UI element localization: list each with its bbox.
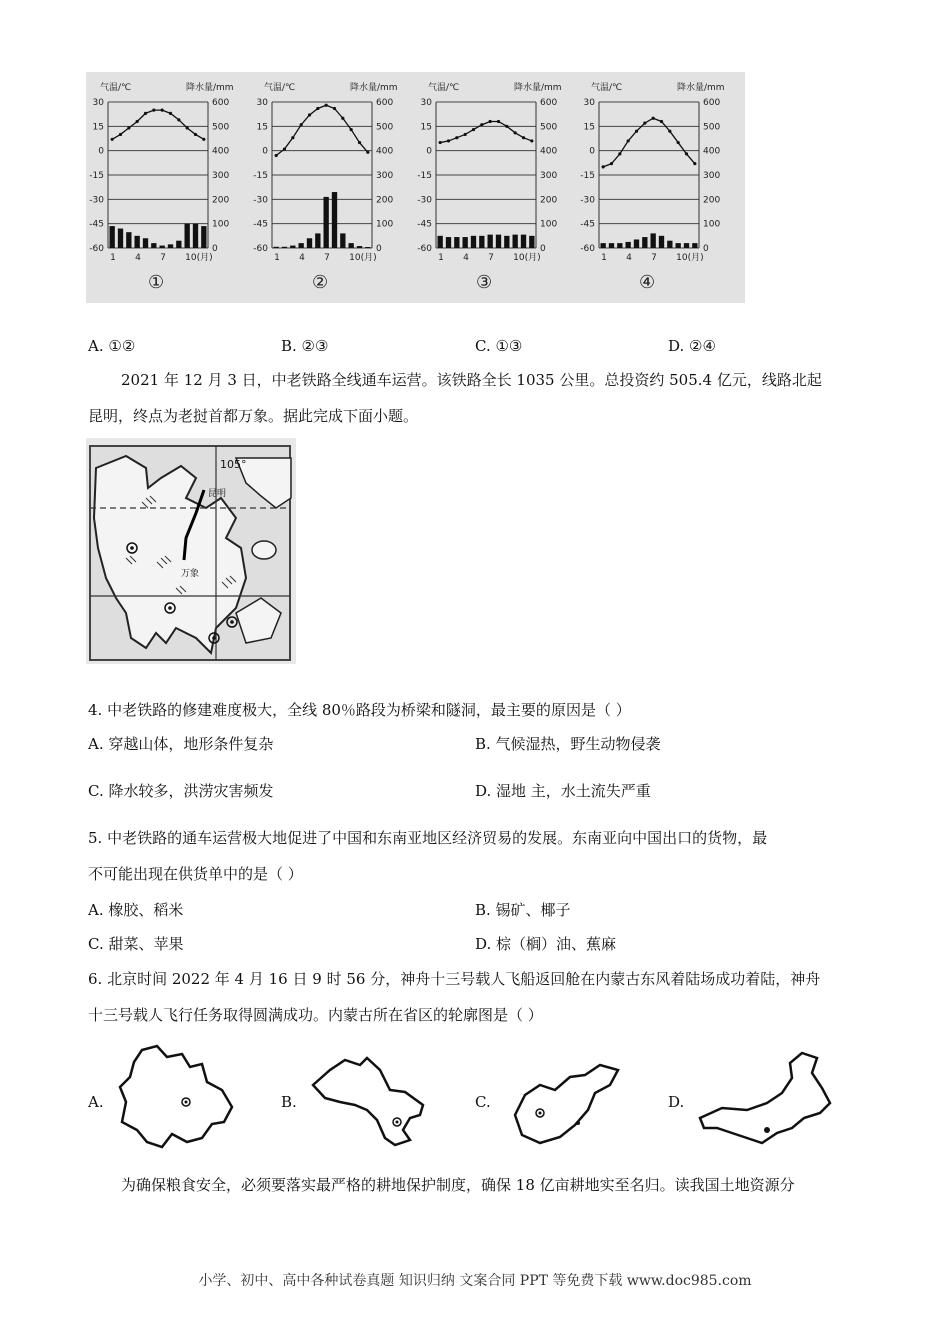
meridian-label: 105° [220,458,247,471]
precip-bar [340,233,345,248]
chart-number-label: ① [148,272,165,293]
precip-axis-title: 降水量/mm [514,83,562,93]
temp-point [447,139,450,142]
precip-bar [463,237,468,248]
temp-tick-label: -60 [580,244,595,254]
temp-point [202,138,205,141]
temp-tick-label: -15 [253,171,268,181]
temp-point [439,141,442,144]
month-tick-label: 10(月) [185,253,213,263]
temp-tick-label: -15 [417,171,432,181]
temp-point [275,154,278,157]
precip-bar [176,241,181,248]
precip-bar [454,237,459,248]
precip-bar [513,235,518,248]
precip-bar [692,243,697,248]
precip-bar [118,229,123,248]
temp-point [610,162,613,165]
temp-point [316,107,319,110]
precip-bar [193,224,198,248]
precip-tick-label: 200 [212,195,230,206]
month-tick-label: 7 [160,253,166,263]
precip-bar [282,247,287,248]
temp-tick-label: 0 [98,146,104,157]
temp-point [685,152,688,155]
chart-number-label: ② [312,272,329,293]
temp-tick-label: -30 [417,195,432,206]
prev-option-a: A. ①② [88,337,136,355]
precip-bar [201,226,206,248]
month-tick-label: 4 [299,253,305,263]
temp-line [440,121,532,142]
temp-tick-label: 15 [420,122,432,133]
precip-bar [299,243,304,248]
q6-option-d: D. [668,1093,685,1111]
temp-point [308,113,311,116]
precip-tick-label: 300 [540,171,558,181]
month-tick-label: 1 [110,253,116,263]
temp-point [464,133,467,136]
temp-point [161,109,164,112]
precip-bar [349,243,354,248]
precip-axis-title: 降水量/mm [186,83,234,93]
precip-tick-label: 300 [703,171,721,181]
q6-stem-line-2: 十三号载人飞行任务取得圆满成功。内蒙古所在省区的轮廓图是（ ） [88,1006,543,1024]
temp-point [177,118,180,121]
precip-tick-label: 500 [376,122,394,133]
temp-point [514,131,517,134]
precip-bar [290,246,295,248]
outline-inner-mongolia [692,1048,840,1153]
temp-tick-label: -30 [253,195,268,206]
climate-charts-svg [86,72,745,303]
temp-point [618,152,621,155]
temp-tick-label: -30 [580,195,595,206]
temp-point [144,112,147,115]
month-tick-label: 7 [324,253,330,263]
precip-tick-label: 600 [376,98,394,108]
temp-tick-label: -60 [253,244,268,254]
precip-tick-label: 200 [376,195,394,206]
prev-option-b: B. ②③ [281,337,329,355]
precip-tick-label: 400 [703,146,721,157]
temp-tick-label: -15 [580,171,595,181]
q4-option-d: D. 湿地 主，水土流失严重 [475,782,651,800]
chart-number-label: ③ [476,272,493,293]
precip-bar [143,238,148,248]
precip-bar [496,235,501,248]
precip-bar [357,246,362,248]
precip-bar [365,247,370,248]
temp-tick-label: 15 [583,122,595,133]
precip-tick-label: 100 [376,219,394,230]
outline-gansu [305,1050,435,1150]
q5-option-c: C. 甜菜、苹果 [88,935,184,953]
temp-point [325,104,328,107]
month-tick-label: 10(月) [676,253,704,263]
month-tick-label: 4 [135,253,141,263]
temp-point [489,120,492,123]
city-kunming: 昆明 [208,489,227,499]
precip-bar [151,243,156,248]
q4-option-a: A. 穿越山体，地形条件复杂 [88,735,274,753]
temp-point [119,133,122,136]
tail-line: 为确保粮食安全，必须要落实最严格的耕地保护制度，确保 18 亿亩耕地实至名归。读我国土地资源分 [121,1176,795,1194]
temp-tick-label: 0 [426,146,432,157]
q6-option-a: A. [88,1093,104,1111]
precip-tick-label: 600 [212,98,230,108]
precip-bar [471,236,476,248]
temp-axis-title: 气温/℃ [100,83,132,93]
precip-tick-label: 100 [540,219,558,230]
temp-point [668,130,671,133]
temp-tick-label: -30 [89,195,104,206]
precip-bar [684,243,689,248]
temp-tick-label: 15 [92,122,104,133]
precip-bar [626,242,631,248]
precip-bar [479,236,484,248]
temp-axis-title: 气温/℃ [264,83,296,93]
temp-axis-title: 气温/℃ [428,83,460,93]
temp-tick-label: 30 [92,98,104,108]
intro-line-2: 昆明，终点为老挝首都万象。据此完成下面小题。 [88,407,419,425]
temp-line [276,105,368,155]
precip-axis-title: 降水量/mm [350,83,398,93]
q4-option-b: B. 气候湿热，野生动物侵袭 [475,735,661,753]
temp-point [358,141,361,144]
temp-point [677,141,680,144]
precip-bar [601,243,606,248]
precip-axis-title: 降水量/mm [677,83,725,93]
precip-bar [617,243,622,248]
q5-option-a: A. 橡胶、稻米 [88,901,184,919]
railway-map-svg [86,438,296,664]
precip-bar [315,233,320,248]
prev-option-c: C. ①③ [475,337,523,355]
climate-charts-figure [86,72,745,303]
temp-point [455,136,458,139]
temp-tick-label: -45 [89,219,104,230]
temp-point [186,126,189,129]
month-tick-label: 10(月) [349,253,377,263]
month-tick-label: 1 [601,253,607,263]
precip-tick-label: 500 [212,122,230,133]
precip-bar [667,241,672,248]
precip-bar [446,237,451,248]
month-tick-label: 7 [488,253,494,263]
precip-tick-label: 500 [703,122,721,133]
precip-bar [160,246,165,248]
temp-point [480,123,483,126]
precip-tick-label: 0 [376,244,382,254]
temp-point [283,147,286,150]
q5-option-d: D. 棕（榈）油、蕉麻 [475,935,617,953]
temp-point [169,112,172,115]
precip-tick-label: 200 [540,195,558,206]
temp-tick-label: 30 [256,98,268,108]
temp-point [497,120,500,123]
temp-tick-label: 15 [256,122,268,133]
precip-tick-label: 400 [540,146,558,157]
precip-bar [529,236,534,248]
precip-tick-label: 0 [703,244,709,254]
precip-bar [609,243,614,248]
precip-bar [634,239,639,248]
precip-bar [659,236,664,248]
precip-bar [126,232,131,248]
precip-bar [110,226,115,248]
precip-bar [274,247,279,248]
month-tick-label: 10(月) [513,253,541,263]
month-tick-label: 4 [463,253,469,263]
outline-shandong [500,1055,630,1155]
temp-tick-label: -60 [417,244,432,254]
temp-point [333,107,336,110]
temp-point [693,162,696,165]
chart-number-label: ④ [639,272,656,293]
month-tick-label: 1 [274,253,280,263]
temp-line [112,110,204,139]
temp-axis-title: 气温/℃ [591,83,623,93]
city-vientiane: 万象 [181,569,200,579]
temp-tick-label: 0 [262,146,268,157]
precip-tick-label: 600 [703,98,721,108]
outline-yunnan [112,1042,242,1154]
temp-point [643,121,646,124]
q6-stem-line-1: 6. 北京时间 2022 年 4 月 16 日 9 时 56 分，神舟十三号载人飞船返回舱在内蒙古东风着陆场成功着陆，神舟 [88,970,821,988]
temp-tick-label: -60 [89,244,104,254]
temp-tick-label: 30 [583,98,595,108]
precip-bar [651,233,656,248]
temp-point [635,130,638,133]
precip-bar [332,192,337,248]
precip-tick-label: 500 [540,122,558,133]
q5-stem-line-2: 不可能出现在供货单中的是（ ） [88,865,303,883]
temp-point [652,117,655,120]
temp-tick-label: -15 [89,171,104,181]
q6-option-b: B. [281,1093,297,1111]
temp-point [505,125,508,128]
temp-line [603,118,695,167]
railway-map [86,438,296,664]
temp-point [152,109,155,112]
temp-point [300,123,303,126]
temp-point [530,139,533,142]
temp-point [341,117,344,120]
temp-point [194,133,197,136]
temp-point [602,165,605,168]
prev-option-d: D. ②④ [668,337,716,355]
temp-tick-label: -45 [253,219,268,230]
q5-option-b: B. 锡矿、椰子 [475,901,571,919]
month-tick-label: 4 [626,253,632,263]
precip-tick-label: 400 [212,146,230,157]
month-tick-label: 7 [651,253,657,263]
intro-line-1: 2021 年 12 月 3 日，中老铁路全线通车运营。该铁路全长 1035 公里。总投资约 505.4 亿元，线路北起 [121,371,822,389]
temp-point [350,128,353,131]
temp-point [366,151,369,154]
temp-point [660,120,663,123]
q4-option-c: C. 降水较多，洪涝灾害频发 [88,782,274,800]
precip-tick-label: 100 [703,219,721,230]
temp-point [291,136,294,139]
precip-tick-label: 400 [376,146,394,157]
precip-tick-label: 600 [540,98,558,108]
precip-tick-label: 0 [540,244,546,254]
precip-tick-label: 300 [376,171,394,181]
precip-bar [324,197,329,248]
precip-tick-label: 300 [212,171,230,181]
precip-bar [642,237,647,248]
precip-bar [676,243,681,248]
temp-tick-label: -45 [417,219,432,230]
q4-stem: 4. 中老铁路的修建难度极大，全线 80％路段为桥梁和隧洞，最主要的原因是（ ） [88,701,631,719]
temp-tick-label: 0 [589,146,595,157]
temp-point [472,128,475,131]
precip-bar [504,236,509,248]
precip-bar [521,235,526,248]
precip-bar [488,235,493,248]
precip-bar [307,238,312,248]
precip-bar [438,236,443,248]
precip-bar [168,244,173,248]
temp-tick-label: -45 [580,219,595,230]
temp-point [111,138,114,141]
precip-tick-label: 200 [703,195,721,206]
temp-tick-label: 30 [420,98,432,108]
precip-tick-label: 0 [212,244,218,254]
temp-point [627,139,630,142]
precip-tick-label: 100 [212,219,230,230]
temp-point [127,126,130,129]
temp-point [136,120,139,123]
temp-point [522,136,525,139]
page-footer: 小学、初中、高中各种试卷真题 知识归纳 文案合同 PPT 等免费下载 www.doc985.com [198,1273,752,1289]
month-tick-label: 1 [438,253,444,263]
precip-bar [185,224,190,248]
q6-option-c: C. [475,1093,491,1111]
precip-bar [135,236,140,248]
q5-stem-line-1: 5. 中老铁路的通车运营极大地促进了中国和东南亚地区经济贸易的发展。东南亚向中国出口的货物，最 [88,829,768,847]
